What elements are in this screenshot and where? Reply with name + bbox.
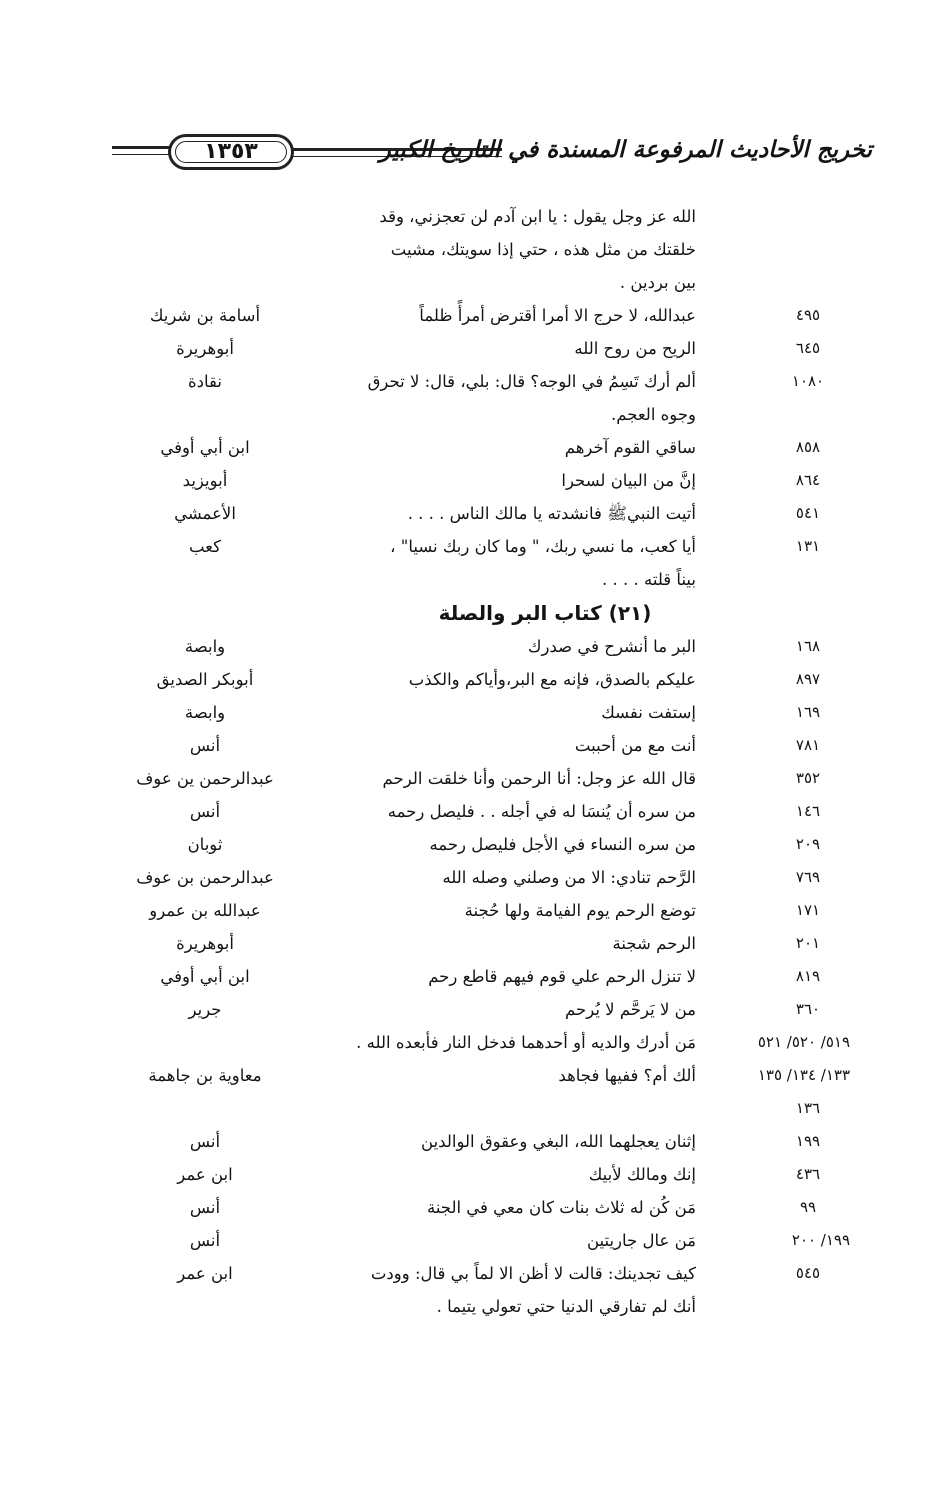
index-row <box>110 729 850 762</box>
header-rule <box>112 146 170 149</box>
narrator-name: عبدالرحمن بن عوف <box>136 868 274 887</box>
hadith-text: كيف تجدينك: قالت لا أظن الا لماً بي قال: وودت <box>370 1264 696 1283</box>
hadith-number: ١٣٦ <box>795 1099 821 1117</box>
narrator-name: أنس <box>189 1132 221 1151</box>
index-row <box>110 960 850 993</box>
index-row <box>110 1224 850 1257</box>
narrator-name: أبوهريرة <box>176 339 234 358</box>
hadith-text: قال الله عز وجل: أنا الرحمن وأنا خلقت الرحم <box>382 769 696 788</box>
narrator-name: كعب <box>188 537 222 556</box>
narrator-name: عبدالرحمن ين عوف <box>136 769 274 788</box>
narrator-name: ابن عمر <box>177 1264 233 1283</box>
page-number: ١٣٥٣ <box>204 139 258 164</box>
index-row <box>110 861 850 894</box>
hadith-text: بين بردين . <box>619 273 696 292</box>
hadith-text: الرحم شجنة <box>612 934 696 953</box>
narrator-name: ابن أبي أوفي <box>160 438 250 457</box>
narrator-name: أسامة بن شريك <box>149 306 261 325</box>
narrator-name: ابن عمر <box>177 1165 233 1184</box>
index-row <box>110 993 850 1026</box>
hadith-text: خلقتك من مثل هذه ، حتي إذا سويتك، مشيت <box>390 240 696 259</box>
hadith-text: من سره أن يُنسَا له في أجله . . فليصل رحمه <box>387 802 696 821</box>
hadith-number: ٨٩٧ <box>795 670 821 688</box>
continuation-line <box>110 1290 850 1323</box>
hadith-number: ٢٠١ <box>795 934 821 952</box>
index-row <box>110 299 850 332</box>
narrator-name: جرير <box>188 1000 222 1019</box>
narrator-name: أنس <box>189 1198 221 1217</box>
hadith-number: ٨٥٨ <box>795 438 821 456</box>
index-row <box>110 530 850 563</box>
hadith-number: ٧٨١ <box>795 736 821 754</box>
hadith-number: ٨٦٤ <box>795 471 821 489</box>
hadith-text: إستفت نفسك <box>601 703 696 722</box>
hadith-text: إثنان يعجلهما الله، البغي وعقوق الوالدين <box>421 1132 696 1151</box>
hadith-number: ٨١٩ <box>795 967 821 985</box>
index-row <box>110 464 850 497</box>
hadith-number: ١٦٩ <box>795 703 821 721</box>
narrator-name: وابصة <box>184 703 226 722</box>
hadith-text: الرَّحم تنادي: الا من وصلني وصله الله <box>442 868 696 887</box>
running-header <box>112 132 872 176</box>
hadith-number: ٦٤٥ <box>795 339 821 357</box>
index-row <box>110 497 850 530</box>
page-number-badge <box>168 134 294 170</box>
hadith-number: ١٣٣/ ١٣٤/ ١٣٥ <box>757 1066 850 1084</box>
hadith-text: مَن كُن له ثلاث بنات كان معي في الجنة <box>426 1198 696 1217</box>
hadith-text: مَن عال جاريتين <box>586 1231 696 1250</box>
hadith-text: البر ما أنشرح في صدرك <box>527 637 696 656</box>
narrator-name: أبوبكر الصديق <box>156 670 254 689</box>
hadith-number: ١٩٩ <box>795 1132 821 1150</box>
hadith-text: توضع الرحم يوم الفيامة ولها حُجنة <box>464 901 696 920</box>
hadith-text: لا تنزل الرحم علي قوم فيهم قاطع رحم <box>428 967 696 986</box>
hadith-text: من سره النساء في الأجل فليصل رحمه <box>429 835 696 854</box>
index-row <box>110 365 850 398</box>
hadith-text: الريح من روح الله <box>574 339 696 358</box>
continuation-line <box>110 1092 850 1125</box>
narrator-name: عبدالله بن عمرو <box>149 901 261 920</box>
hadith-text: الله عز وجل يقول : يا ابن آدم لن تعجزني، وقد <box>379 207 696 226</box>
hadith-text: عليكم بالصدق، فإنه مع البر،وأياكم والكذب <box>408 670 696 689</box>
page-number-badge-frame <box>175 141 287 163</box>
narrator-name: الأعمشي <box>174 504 236 523</box>
hadith-text: أنك لم تفارقي الدنيا حتي تعولي يتيما . <box>436 1297 696 1316</box>
hadith-number: ١٦٨ <box>795 637 821 655</box>
hadith-number: ٥١٩/ ٥٢٠/ ٥٢١ <box>757 1033 850 1051</box>
hadith-text: ألك أم؟ ففيها فجاهد <box>558 1066 696 1085</box>
index-row <box>110 762 850 795</box>
narrator-name: أبوهريرة <box>176 934 234 953</box>
index-row <box>110 927 850 960</box>
hadith-text: أتيت النبيﷺ فانشدته يا مالك الناس . . . . <box>407 504 696 523</box>
hadith-text: أنت مع من أحببت <box>574 736 696 755</box>
hadith-text: وجوه العجم. <box>610 405 696 424</box>
section-title: (٢١) كتاب البر والصلة <box>438 601 652 625</box>
intro-line <box>110 266 850 299</box>
index-row <box>110 1191 850 1224</box>
index-row <box>110 1059 850 1092</box>
header-rule <box>112 154 170 155</box>
hadith-number: ٤٩٥ <box>795 306 821 324</box>
narrator-name: أنس <box>189 1231 221 1250</box>
hadith-number: ٣٦٠ <box>795 1000 821 1018</box>
hadith-number: ١٣١ <box>795 537 821 555</box>
hadith-number: ٣٥٢ <box>795 769 821 787</box>
index-row <box>110 630 850 663</box>
narrator-name: وابصة <box>184 637 226 656</box>
hadith-number: ٥٤١ <box>795 504 821 522</box>
hadith-number: ١٠٨٠ <box>791 372 825 390</box>
hadith-text: من لا يَرحَّم لا يُرحم <box>565 1000 696 1019</box>
index-row <box>110 1158 850 1191</box>
narrator-name: معاوية بن جاهمة <box>148 1066 262 1085</box>
index-row <box>110 663 850 696</box>
continuation-line <box>110 398 850 431</box>
index-row <box>110 795 850 828</box>
index-row <box>110 1125 850 1158</box>
hadith-number: ٧٦٩ <box>795 868 821 886</box>
hadith-number: ٩٩ <box>799 1198 817 1216</box>
hadith-text: ساقي القوم آخرهم <box>564 438 696 457</box>
narrator-name: أنس <box>189 736 221 755</box>
index-row <box>110 332 850 365</box>
hadith-index <box>110 200 850 1323</box>
intro-line <box>110 200 850 233</box>
hadith-number: ٤٣٦ <box>795 1165 821 1183</box>
index-row <box>110 894 850 927</box>
hadith-text: إنك ومالك لأبيك <box>588 1165 696 1184</box>
hadith-number: ١٧١ <box>795 901 821 919</box>
index-row <box>110 828 850 861</box>
index-row <box>110 1257 850 1290</box>
hadith-text: بيناً قلته . . . . <box>602 570 696 589</box>
hadith-number: ١٩٩/ ٢٠٠ <box>791 1231 850 1249</box>
hadith-text: مَن أدرك والديه أو أحدهما فدخل النار فأبعده الله . <box>356 1033 696 1052</box>
hadith-text: عبدالله، لا حرج الا أمرا أقترض أمرأً ظلماً <box>419 306 696 325</box>
intro-line <box>110 233 850 266</box>
narrator-name: ثوبان <box>187 835 223 854</box>
continuation-line <box>110 563 850 596</box>
book-title: تخريج الأحاديث المرفوعة المسندة في التاريخ الكبير <box>379 136 872 163</box>
hadith-text: أيا كعب، ما نسي ربك، " وما كان ربك نسيا" ، <box>390 537 696 556</box>
hadith-number: ١٤٦ <box>795 802 821 820</box>
hadith-number: ٥٤٥ <box>795 1264 821 1282</box>
index-row <box>110 431 850 464</box>
hadith-text: إنَّ من البيان لسحرا <box>561 471 696 490</box>
narrator-name: أبويزيد <box>182 471 228 490</box>
narrator-name: أنس <box>189 802 221 821</box>
narrator-name: نقادة <box>188 372 222 391</box>
hadith-text: ألم أرك تَسِمُ في الوجه؟ قال: بلي، قال: لا تحرق <box>367 372 696 391</box>
narrator-name: ابن أبي أوفي <box>160 967 250 986</box>
hadith-number: ٢٠٩ <box>795 835 821 853</box>
index-row <box>110 696 850 729</box>
index-row <box>110 1026 850 1059</box>
